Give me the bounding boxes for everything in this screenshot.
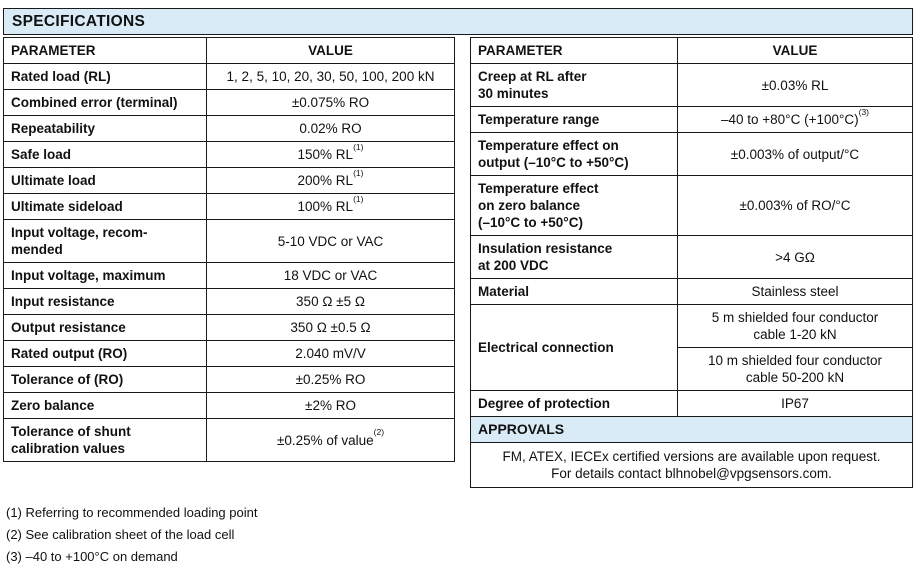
param-text: output (–10°C to +50°C) [478, 155, 629, 170]
value-cell [678, 236, 913, 279]
param-cell [4, 367, 207, 393]
value-text: 150% RL [297, 147, 354, 162]
approvals-line: FM, ATEX, IECEx certified versions are available upon request. [502, 449, 881, 464]
param-text: Degree of protection [478, 396, 611, 411]
value-text: IP67 [781, 396, 809, 411]
param-cell [4, 315, 207, 341]
value-cell [207, 220, 455, 263]
param-cell [471, 279, 678, 305]
column-header-row [4, 38, 455, 64]
footnote-ref: (2) [373, 427, 385, 437]
spec-row-temperature-range [471, 107, 913, 133]
value-cell [678, 64, 913, 107]
value-cell [207, 289, 455, 315]
value-text: 100% RL [297, 199, 354, 214]
footnotes [6, 502, 913, 568]
param-cell [4, 220, 207, 263]
param-text: Input resistance [11, 294, 115, 309]
param-cell [4, 168, 207, 194]
value-cell [207, 168, 455, 194]
value-cell [207, 341, 455, 367]
value-cell [207, 142, 455, 168]
param-cell [4, 289, 207, 315]
spec-row-repeatability [4, 116, 455, 142]
value-text: ±0.25% of value [276, 432, 374, 448]
value-text: 10 m shielded four conductor [707, 353, 883, 368]
value-cell [207, 393, 455, 419]
value-cell [678, 107, 913, 133]
param-text: 30 minutes [478, 86, 549, 101]
param-cell [4, 263, 207, 289]
spec-row-shunt-calibration [4, 419, 455, 462]
param-text: Creep at RL after [478, 69, 587, 84]
value-text: 350 Ω ±5 Ω [296, 294, 365, 309]
param-text: (–10°C to +50°C) [478, 215, 583, 230]
value-text: 200% RL [297, 173, 354, 188]
approvals-text-row [471, 443, 913, 488]
value-text: >4 GΩ [775, 249, 815, 265]
value-cell [207, 367, 455, 393]
spec-row-temp-effect-zero [471, 176, 913, 236]
param-text: at 200 VDC [478, 258, 549, 273]
value-text: 18 VDC or VAC [283, 268, 378, 283]
param-text: Insulation resistance [478, 241, 613, 256]
param-cell [471, 176, 678, 236]
value-text: cable 50-200 kN [745, 370, 845, 385]
param-text: Zero balance [11, 398, 95, 413]
value-text: ±0.003% of output/°C [730, 146, 860, 162]
value-cell [207, 194, 455, 220]
value-text: 1, 2, 5, 10, 20, 30, 50, 100, 200 kN [226, 69, 435, 84]
param-text: Ultimate load [11, 173, 96, 188]
param-text: Ultimate sideload [11, 199, 123, 214]
spec-row-temp-effect-output [471, 133, 913, 176]
param-cell [471, 236, 678, 279]
footnote: (3) –40 to +100°C on demand [6, 549, 178, 564]
param-text: Repeatability [11, 121, 96, 136]
footnote-ref: (1) [353, 193, 364, 204]
column-header-row [471, 38, 913, 64]
param-cell [4, 64, 207, 90]
value-text: Stainless steel [751, 284, 839, 299]
param-text: Rated output (RO) [11, 346, 128, 361]
value-text: 5-10 VDC or VAC [277, 233, 384, 249]
spec-row-rated-output [4, 341, 455, 367]
param-cell [471, 64, 678, 107]
value-cell [207, 419, 455, 462]
value-cell [207, 315, 455, 341]
spec-row-creep [471, 64, 913, 107]
footnote: (1) Referring to recommended loading point [6, 505, 258, 520]
param-cell [4, 194, 207, 220]
value-text: ±0.003% of RO/°C [739, 198, 851, 213]
spec-row-material [471, 279, 913, 305]
param-text: calibration values [11, 441, 126, 456]
value-text: 0.02% RO [299, 121, 362, 136]
approvals-line: For details contact blhnobel@vpgsensors.com. [551, 466, 832, 481]
value-text: –40 to +80°C (+100°C) [720, 112, 859, 127]
page-title: SPECIFICATIONS [12, 12, 146, 30]
value-text: ±0.075% RO [291, 95, 370, 110]
param-text: Temperature range [478, 112, 600, 127]
param-text: Combined error (terminal) [11, 95, 178, 110]
param-text: Safe load [11, 147, 72, 162]
value-cell [678, 391, 913, 417]
spec-row-electrical-connection [471, 305, 913, 348]
spec-row-combined-error [4, 90, 455, 116]
spec-table-left [3, 37, 455, 462]
param-cell [4, 90, 207, 116]
param-text: Material [478, 284, 530, 299]
value-text: ±2% RO [305, 398, 356, 413]
column-header-parameter: PARAMETER [4, 38, 207, 64]
footnote-ref: (1) [353, 141, 364, 152]
param-text: Temperature effect on [478, 138, 619, 153]
approvals-text [471, 443, 913, 488]
column-header-parameter: PARAMETER [471, 38, 678, 64]
spec-row-zero-balance [4, 393, 455, 419]
value-cell [678, 133, 913, 176]
param-cell [4, 116, 207, 142]
value-cell [207, 90, 455, 116]
footnote: (2) See calibration sheet of the load cell [6, 527, 235, 542]
param-text: mended [11, 242, 63, 257]
value-cell [678, 279, 913, 305]
value-text: ±0.03% RL [761, 77, 829, 93]
spec-row-degree-protection [471, 391, 913, 417]
param-text: Temperature effect [478, 181, 599, 196]
value-cell [678, 176, 913, 236]
value-cell [207, 116, 455, 142]
spec-row-input-voltage-recommended [4, 220, 455, 263]
spec-row-safe-load [4, 142, 455, 168]
param-cell [4, 393, 207, 419]
value-text: 5 m shielded four conductor [711, 310, 879, 325]
specifications-header [3, 8, 913, 35]
footnote-ref: (1) [353, 167, 364, 178]
param-text: Rated load (RL) [11, 69, 111, 84]
param-text: Tolerance of shunt [11, 424, 131, 439]
param-cell [4, 419, 207, 462]
footnote-ref: (3) [858, 106, 870, 117]
value-text: cable 1-20 kN [753, 327, 837, 342]
param-text: Output resistance [11, 320, 126, 335]
spec-row-rated-load [4, 64, 455, 90]
spec-row-input-voltage-maximum [4, 263, 455, 289]
param-text: Input voltage, recom- [11, 225, 148, 240]
page-content [3, 8, 913, 568]
param-cell [4, 341, 207, 367]
value-text: 2.040 mV/V [295, 346, 366, 361]
param-text: Tolerance of (RO) [11, 372, 124, 387]
value-cell [207, 64, 455, 90]
spec-row-tolerance-ro [4, 367, 455, 393]
param-text: Input voltage, maximum [11, 268, 166, 283]
value-text: ±0.25% RO [295, 372, 366, 387]
param-cell [471, 305, 678, 391]
value-cell [678, 305, 913, 348]
spec-row-insulation [471, 236, 913, 279]
param-cell [471, 391, 678, 417]
spec-row-ultimate-sideload [4, 194, 455, 220]
spec-row-ultimate-load [4, 168, 455, 194]
param-cell [471, 133, 678, 176]
param-text: Electrical connection [478, 340, 614, 355]
approvals-header: APPROVALS [471, 417, 913, 443]
spec-row-output-resistance [4, 315, 455, 341]
spec-tables [3, 37, 913, 488]
spec-table-right [470, 37, 913, 488]
column-header-value: VALUE [678, 38, 913, 64]
value-cell [678, 348, 913, 391]
value-cell [207, 263, 455, 289]
param-cell [471, 107, 678, 133]
value-text: 350 Ω ±0.5 Ω [290, 320, 371, 335]
param-cell [4, 142, 207, 168]
column-header-value: VALUE [207, 38, 455, 64]
spec-row-input-resistance [4, 289, 455, 315]
approvals-header-row [471, 417, 913, 443]
param-text: on zero balance [478, 198, 581, 213]
